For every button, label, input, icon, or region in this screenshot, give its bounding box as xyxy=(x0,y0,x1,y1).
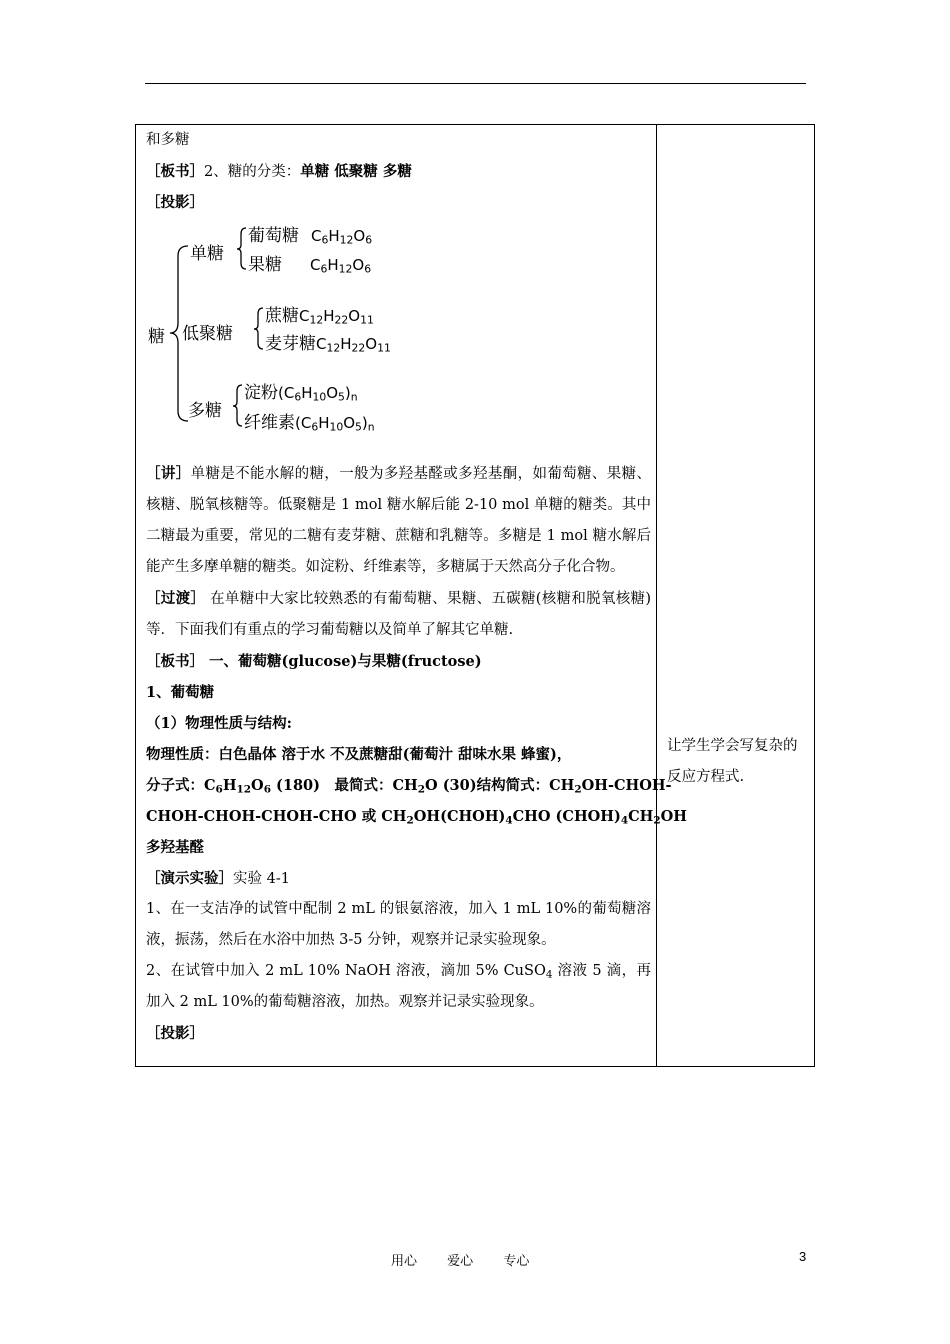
formula-line: 分子式：$C_6H_{12}O_6$ (180) 最简式：$CH_2O$ (30)结构简式：$CH_2OH-CHOH-$ xyxy=(146,777,672,796)
line-continuation: 和多糖 xyxy=(146,132,190,148)
projection-label-2: ［投影］ xyxy=(146,1025,204,1042)
lesson-table xyxy=(135,124,815,1067)
oligo-brace xyxy=(254,308,263,349)
sub-heading: （1）物理性质与结构: xyxy=(146,715,292,732)
demo-step-2: 2、在试管中加入 2 mL 10% NaOH 溶液，滴加 5% CuSO$_4$ 溶液 5 滴，再加入 2 mL 10%的葡萄糖溶液，加热。观察并记录实验现象。 xyxy=(146,963,651,1010)
demo-heading xyxy=(146,863,651,894)
poly-brace xyxy=(233,385,242,426)
physical-properties: 物理性质：白色晶体 溶于水 不及蔗糖甜(葡萄汁 甜味水果 蜂蜜)， xyxy=(146,746,572,763)
oligo-label: 低聚糖 xyxy=(182,324,233,344)
board-line-2 xyxy=(146,646,651,677)
page-number: 3 xyxy=(799,1249,807,1264)
footer-a: 用心 xyxy=(391,1254,418,1269)
demo-step-1: 1、在一支洁净的试管中配制 2 mL 的银氨溶液，加入 1 mL 10%的葡萄糖溶液，振荡，然后在水浴中加热 3-5 分钟，观察并记录实验现象。 xyxy=(146,901,651,948)
board2-label: ［板书］ xyxy=(146,653,204,670)
lecture-paragraph xyxy=(146,458,651,583)
formula-label: 分子式： xyxy=(146,777,204,794)
footer xyxy=(391,1250,555,1269)
fructose-entry: 果糖 $C_6H_{12}O_6$ xyxy=(248,255,372,276)
board-text: 2、糖的分类： xyxy=(204,164,301,180)
simplest-label: 最简式： xyxy=(334,777,393,794)
transition-paragraph xyxy=(146,583,651,646)
root-label: 糖 xyxy=(148,327,165,347)
mono-brace xyxy=(237,228,246,269)
demo-label: ［演示实验］ xyxy=(146,870,233,887)
glucose-entry: 葡萄糖 $C_6H_{12}O_6$ xyxy=(248,226,373,247)
board-label: ［板书］ xyxy=(146,163,204,180)
main-column xyxy=(146,125,687,1049)
transition-text: 在单糖中大家比较熟悉的有葡萄糖、果糖、五碳糖(核糖和脱氧核糖)等．下面我们有重点的学习葡萄糖以及简单了解其它单糖. xyxy=(146,591,652,638)
starch-entry: 淀粉$(C_6H_{10}O_5)_n$ xyxy=(244,383,358,404)
column-divider xyxy=(656,125,657,1066)
board-bold-text: 单糖 低聚糖 多糖 xyxy=(300,163,412,180)
sucrose-entry: 蔗糖$C_{12}H_{22}O_{11}$ xyxy=(265,306,374,327)
board2-text: 一、葡萄糖(glucose)与果糖(fructose) xyxy=(204,653,482,670)
header-rule xyxy=(145,83,806,84)
sugar-classification-diagram xyxy=(146,218,651,463)
projection-label: ［投影］ xyxy=(146,194,204,211)
lecture-text: 单糖是不能水解的糖，一般为多羟基醛或多羟基酮，如葡萄糖、果糖、核糖、脱氧核糖等。低聚糖是 1 mol 糖水解后能 2-10 mol 单糖的糖类。其中二糖最为重要，常见的二糖有麦芽糖、蔗糖和乳糖等。多糖是 1 mol 糖水解后能产生多摩单糖的糖类。如淀粉、纤维素等，多糖属于天然高分子化合物。 xyxy=(146,466,651,575)
structure-label: 结构简式： xyxy=(476,777,550,794)
transition-label: ［过渡］ xyxy=(146,590,206,607)
lecture-label: ［讲］ xyxy=(146,465,191,482)
mono-label: 单糖 xyxy=(190,244,224,264)
board-line-1 xyxy=(146,156,651,187)
side-note: 让学生学会写复杂的反应方程式. xyxy=(667,738,798,785)
footer-c: 专心 xyxy=(503,1254,530,1269)
structure-line: CHOH-CHOH-CHOH-CHO 或 $CH_2OH(CHOH)_4CHO$ $(CHOH)_4CH_2OH$ xyxy=(146,808,687,827)
section-heading: 1、葡萄糖 xyxy=(146,684,215,701)
footer-b: 爱心 xyxy=(447,1254,474,1269)
poly-label: 多糖 xyxy=(188,401,222,421)
cellulose-entry: 纤维素$(C_6H_{10}O_5)_n$ xyxy=(244,413,375,434)
polyhydroxy-line: 多羟基醛 xyxy=(146,839,204,856)
demo-title: 实验 4-1 xyxy=(233,871,290,887)
maltose-entry: 麦芽糖$C_{12}H_{22}O_{11}$ xyxy=(265,334,391,355)
